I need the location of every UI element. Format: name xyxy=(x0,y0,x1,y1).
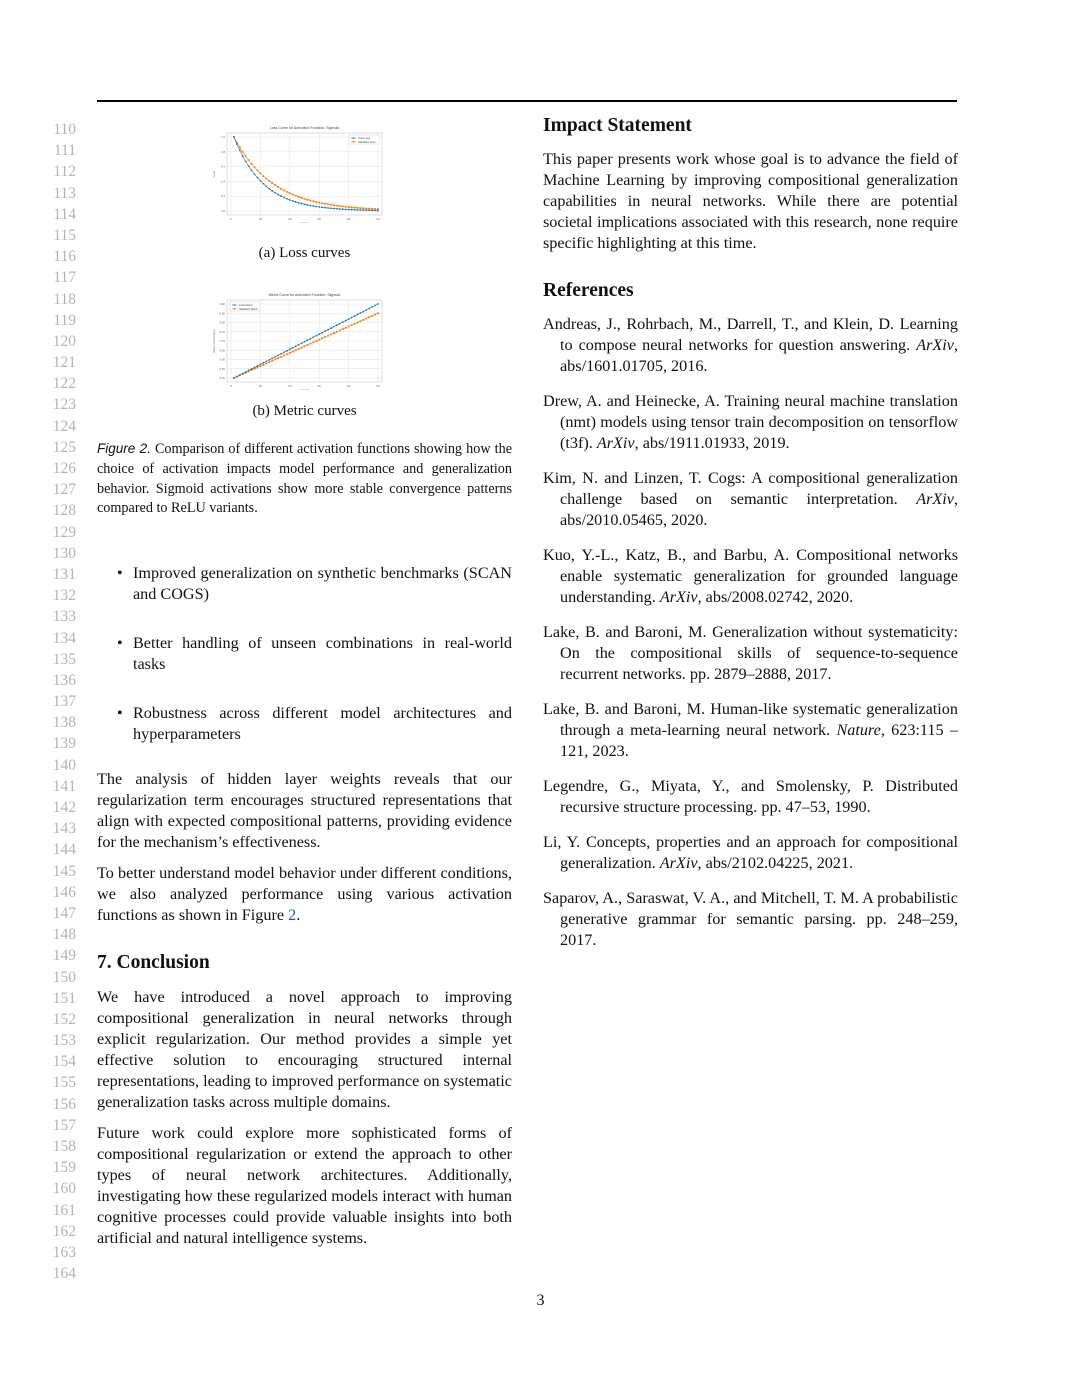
line-number: 139 xyxy=(52,735,76,753)
line-number: 151 xyxy=(52,989,76,1007)
line-number: 144 xyxy=(52,841,76,859)
svg-text:20: 20 xyxy=(288,384,292,388)
reference-item: Legendre, G., Miyata, Y., and Smolensky, P. Distributed recursive structure processing. pp. 47–53, 1990. xyxy=(543,777,958,816)
reference-item: Lake, B. and Baroni, M. Human-like systematic generalization through a meta-learning neural network. Nature, 623:115 – 121, 2023. xyxy=(543,700,958,760)
svg-text:Train Loss: Train Loss xyxy=(358,137,371,140)
svg-text:0.90: 0.90 xyxy=(219,302,225,306)
subfig-b-caption: (b) Metric curves xyxy=(252,403,357,419)
line-number: 149 xyxy=(52,947,76,965)
line-number: 157 xyxy=(52,1116,76,1134)
line-number: 143 xyxy=(52,820,76,838)
svg-text:0.2: 0.2 xyxy=(221,194,225,199)
reference-item: Drew, A. and Heinecke, A. Training neural machine translation (nmt) models using tensor train decomposition on tensorflow (t3f). ArXiv, abs/1911.01933, 2019. xyxy=(543,392,958,452)
line-number: 155 xyxy=(52,1074,76,1092)
line-number: 110 xyxy=(53,121,76,138)
activation-paragraph: To better understand model behavior under different conditions, we also analyzed performance using various activation functions as shown in Figure 2. xyxy=(97,864,512,925)
svg-text:0: 0 xyxy=(230,217,232,221)
loss-chart xyxy=(97,115,512,223)
svg-text:0.0: 0.0 xyxy=(221,209,225,213)
line-number: 156 xyxy=(52,1095,76,1113)
reference-item: Kuo, Y.-L., Katz, B., and Barbu, A. Compositional networks enable systematic generalization for grounded language understanding. ArXiv, abs/2008.02742, 2020. xyxy=(543,546,958,606)
line-number: 153 xyxy=(52,1032,76,1050)
line-number: 162 xyxy=(52,1222,76,1240)
line-number: 118 xyxy=(53,290,76,308)
line-number: 164 xyxy=(52,1265,76,1283)
line-number: 129 xyxy=(52,523,76,541)
svg-text:0.70: 0.70 xyxy=(219,339,225,343)
reference-item: Lake, B. and Baroni, M. Generalization without systematicity: On the compositional skills of sequence-to-sequence recurrent networks. pp. 2879–2888, 2017. xyxy=(543,623,958,683)
line-number: 154 xyxy=(52,1053,76,1071)
line-number: 148 xyxy=(52,926,76,944)
line-number: 126 xyxy=(52,460,76,477)
reference-item: Li, Y. Concepts, properties and an approach for compositional generalization. ArXiv, abs/2102.04225, 2021. xyxy=(543,833,958,872)
conclusion-paragraph-2: Future work could explore more sophisticated forms of compositional regularization or extend the approach to other types of neural network architectures. Additionally, investigating how these regularized models interact with human cognitive processes could provide valuable insights into both artificial and natural intelligence systems. xyxy=(97,1124,512,1248)
figure-caption xyxy=(97,439,512,519)
figure-caption-text: Comparison of different activation functions showing how the choice of activation impacts model performance and generalization behavior. Sigmoid activations show more stable convergence patterns compared to ReLU variants. xyxy=(97,441,512,517)
left-column xyxy=(97,115,512,1249)
line-number: 123 xyxy=(52,396,76,414)
line-number: 112 xyxy=(53,163,76,181)
metric-chart-svg xyxy=(97,282,512,390)
svg-text:Epoch: Epoch xyxy=(300,388,309,390)
line-numbers xyxy=(30,119,76,1284)
svg-text:0.6: 0.6 xyxy=(221,164,225,169)
svg-text:40: 40 xyxy=(346,217,351,221)
line-number: 138 xyxy=(52,714,76,732)
line-number: 114 xyxy=(53,205,76,223)
line-number: 124 xyxy=(52,417,76,435)
line-number: 113 xyxy=(53,184,76,202)
svg-text:0.65: 0.65 xyxy=(219,348,225,353)
line-number: 160 xyxy=(52,1180,76,1198)
svg-text:Loss: Loss xyxy=(212,170,216,178)
svg-text:Loss Curve for Activation Func: Loss Curve for Activation Function: Sigmoid xyxy=(269,126,340,130)
line-number: 127 xyxy=(52,481,76,499)
conclusion-heading: 7. Conclusion xyxy=(97,952,210,974)
list-item: • Robustness across different model architectures and hyperparameters xyxy=(117,704,512,744)
header-rule xyxy=(97,100,957,102)
svg-text:Metric (Accuracy): Metric (Accuracy) xyxy=(212,329,216,353)
line-number: 128 xyxy=(52,502,76,520)
line-number: 120 xyxy=(52,332,76,350)
line-number: 121 xyxy=(52,354,76,372)
svg-text:1.0: 1.0 xyxy=(221,135,225,139)
line-number: 141 xyxy=(52,777,76,795)
line-number: 111 xyxy=(53,142,76,160)
line-number: 134 xyxy=(52,629,76,647)
svg-text:0.75: 0.75 xyxy=(219,329,225,334)
svg-text:0.55: 0.55 xyxy=(219,366,225,371)
svg-text:0.8: 0.8 xyxy=(221,149,225,154)
impact-paragraph: This paper presents work whose goal is to advance the field of Machine Learning by improving compositional generalization capabilities in neural networks. While there are potential societal implications associated with this research, none require specific highlighting at this time. xyxy=(543,150,958,252)
line-number: 116 xyxy=(53,248,76,266)
line-number: 119 xyxy=(53,311,76,329)
bullet-icon: • xyxy=(117,704,123,723)
references-heading: References xyxy=(543,280,634,301)
svg-text:10: 10 xyxy=(258,384,263,388)
list-item: • Better handling of unseen combinations in real-world tasks xyxy=(117,634,512,674)
line-number: 136 xyxy=(52,671,76,689)
line-number: 145 xyxy=(52,862,76,880)
line-number: 131 xyxy=(52,565,76,583)
line-number: 158 xyxy=(52,1138,76,1155)
line-number: 146 xyxy=(52,883,76,901)
reference-item: Kim, N. and Linzen, T. Cogs: A compositional generalization challenge based on semantic interpretation. ArXiv, abs/2010.05465, 2020. xyxy=(543,469,958,529)
svg-text:Epoch: Epoch xyxy=(300,221,309,223)
figure-2 xyxy=(97,115,512,519)
svg-text:0.80: 0.80 xyxy=(219,320,225,325)
metric-chart xyxy=(97,282,512,390)
svg-text:Train Metric: Train Metric xyxy=(239,304,253,307)
bullet-icon: • xyxy=(117,564,123,583)
svg-text:0.60: 0.60 xyxy=(219,357,225,362)
svg-text:50: 50 xyxy=(376,384,380,388)
line-number: 142 xyxy=(52,799,76,816)
svg-text:Validation Metric: Validation Metric xyxy=(239,307,258,311)
line-number: 137 xyxy=(52,693,76,711)
svg-text:30: 30 xyxy=(317,384,321,388)
right-column xyxy=(543,115,958,965)
figure-2-link[interactable]: 2 xyxy=(288,906,297,925)
loss-chart-svg xyxy=(97,115,512,223)
line-number: 150 xyxy=(52,968,76,986)
subfig-a-caption: (a) Loss curves xyxy=(258,245,351,261)
svg-text:10: 10 xyxy=(258,217,263,221)
line-number: 133 xyxy=(52,608,76,626)
contribution-list xyxy=(97,563,512,745)
svg-text:30: 30 xyxy=(317,217,321,221)
svg-text:20: 20 xyxy=(288,217,292,221)
line-number: 161 xyxy=(52,1201,76,1219)
line-number: 135 xyxy=(52,650,76,668)
svg-text:40: 40 xyxy=(346,384,351,388)
conclusion-paragraph-1: We have introduced a novel approach to improving compositional generalization in neural networks through explicit regularization. Our method provides a simple yet effective solution to encouraging structured internal representations, leading to improved performance on systematic generalization tasks across multiple domains. xyxy=(97,988,512,1112)
list-item: • Improved generalization on synthetic benchmarks (SCAN and COGS) xyxy=(117,564,512,604)
svg-text:50: 50 xyxy=(376,217,380,221)
reference-item: Saparov, A., Saraswat, V. A., and Mitchell, T. M. A probabilistic generative grammar for semantic parsing. pp. 248–259, 2017. xyxy=(543,889,958,949)
line-number: 125 xyxy=(52,438,76,456)
line-number: 130 xyxy=(52,544,76,562)
reference-list xyxy=(543,314,958,951)
reference-item: Andreas, J., Rohrbach, M., Darrell, T., and Klein, D. Learning to compose neural networks for question answering. ArXiv, abs/1601.01705, 2016. xyxy=(543,315,958,375)
figure-label: Figure 2. xyxy=(97,441,151,456)
analysis-paragraph: The analysis of hidden layer weights reveals that our regularization term encourages structured representations that align with expected compositional patterns, providing evidence for the mechanism’s effectiveness. xyxy=(97,770,512,852)
line-number: 159 xyxy=(52,1159,76,1177)
svg-text:0.50: 0.50 xyxy=(219,376,225,380)
line-number: 122 xyxy=(52,375,76,393)
line-number: 140 xyxy=(52,756,76,774)
line-number: 132 xyxy=(52,587,76,605)
page-number: 3 xyxy=(536,1292,545,1309)
line-number: 117 xyxy=(53,269,76,287)
line-number: 147 xyxy=(52,904,76,922)
impact-heading: Impact Statement xyxy=(543,115,692,136)
line-number: 152 xyxy=(52,1010,76,1028)
svg-text:0.4: 0.4 xyxy=(221,179,225,184)
bullet-icon: • xyxy=(117,634,123,653)
svg-text:0.85: 0.85 xyxy=(219,311,225,316)
svg-text:Validation Loss: Validation Loss xyxy=(358,140,376,144)
line-number: 163 xyxy=(52,1243,76,1261)
line-number: 115 xyxy=(53,226,76,244)
svg-text:0: 0 xyxy=(230,384,232,388)
svg-text:Metric Curve for Activation Fu: Metric Curve for Activation Function: Sigmoid xyxy=(268,293,341,297)
